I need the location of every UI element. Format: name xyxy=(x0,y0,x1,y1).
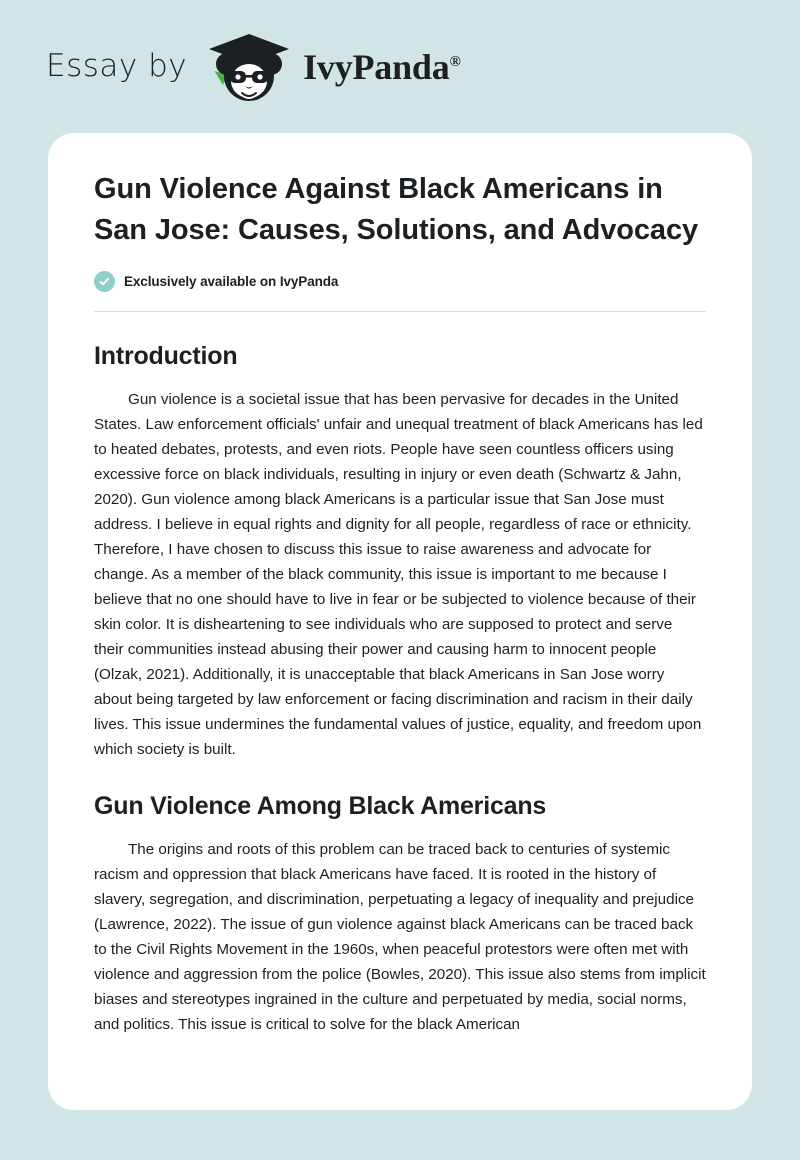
essay-by-label: Essay by xyxy=(46,48,188,84)
check-circle-icon xyxy=(94,271,115,292)
registered-trademark-icon: ® xyxy=(449,53,461,70)
section-paragraph-introduction: Gun violence is a societal issue that has been pervasive for decades in the United States. Law enforcement officials' unfair and unequal treatment of black Americans has led to heated debates, protests, and even riots. People have seen countless officers using excessive force on black individuals, resulting in injury or even death (Schwartz & Jahn, 2020). Gun violence among black Americans is a particular issue that San Jose must address. I believe in equal rights and dignity for all people, regardless of race or ethnicity. Therefore, I have chosen to discuss this issue to raise awareness and advocate for change. As a member of the black community, this issue is important to me because I believe that no one should have to live in fear or be subjected to violence because of their skin color. It is disheartening to see individuals who are supposed to protect and serve their communities instead abusing their power and causing harm to innocent people (Olzak, 2021). Additionally, it is unacceptable that black Americans in San Jose worry about being targeted by law enforcement or facing discrimination and racism in their daily lives. This issue undermines the fundamental values of justice, equality, and freedom upon which society is built. xyxy=(94,391,703,759)
section-heading-gun-violence-among-black-americans: Gun Violence Among Black Americans xyxy=(94,792,547,821)
essay-card xyxy=(48,133,752,1110)
brand-header xyxy=(0,0,800,133)
status-badge-label: Exclusively available on IvyPanda xyxy=(124,274,339,290)
ivypanda-wordmark: IvyPanda® xyxy=(303,46,461,87)
section-paragraph-gun-violence-among-black-americans: The origins and roots of this problem can be traced back to centuries of systemic racism and oppression that black Americans have faced. It is rooted in the history of slavery, segregation, and discrimination, perpetuating a legacy of inequality and prejudice (Lawrence, 2022). The issue of gun violence against black Americans can be traced back to the Civil Rights Movement in the 1960s, when peaceful protestors were often met with violence and aggression from the police (Bowles, 2020). This issue also stems from implicit biases and stereotypes ingrained in the culture and perpetuated by media, social norms, and politics. This issue is critical to solve for the black American xyxy=(94,841,706,1034)
ivypanda-logo[interactable] xyxy=(201,31,460,103)
section-heading-introduction: Introduction xyxy=(94,342,238,371)
status-badge xyxy=(94,271,706,292)
page-title: Gun Violence Against Black Americans in San Jose: Causes, Solutions, and Advocacy xyxy=(94,173,699,247)
panda-graduate-icon xyxy=(201,31,303,103)
header-divider xyxy=(94,311,706,312)
